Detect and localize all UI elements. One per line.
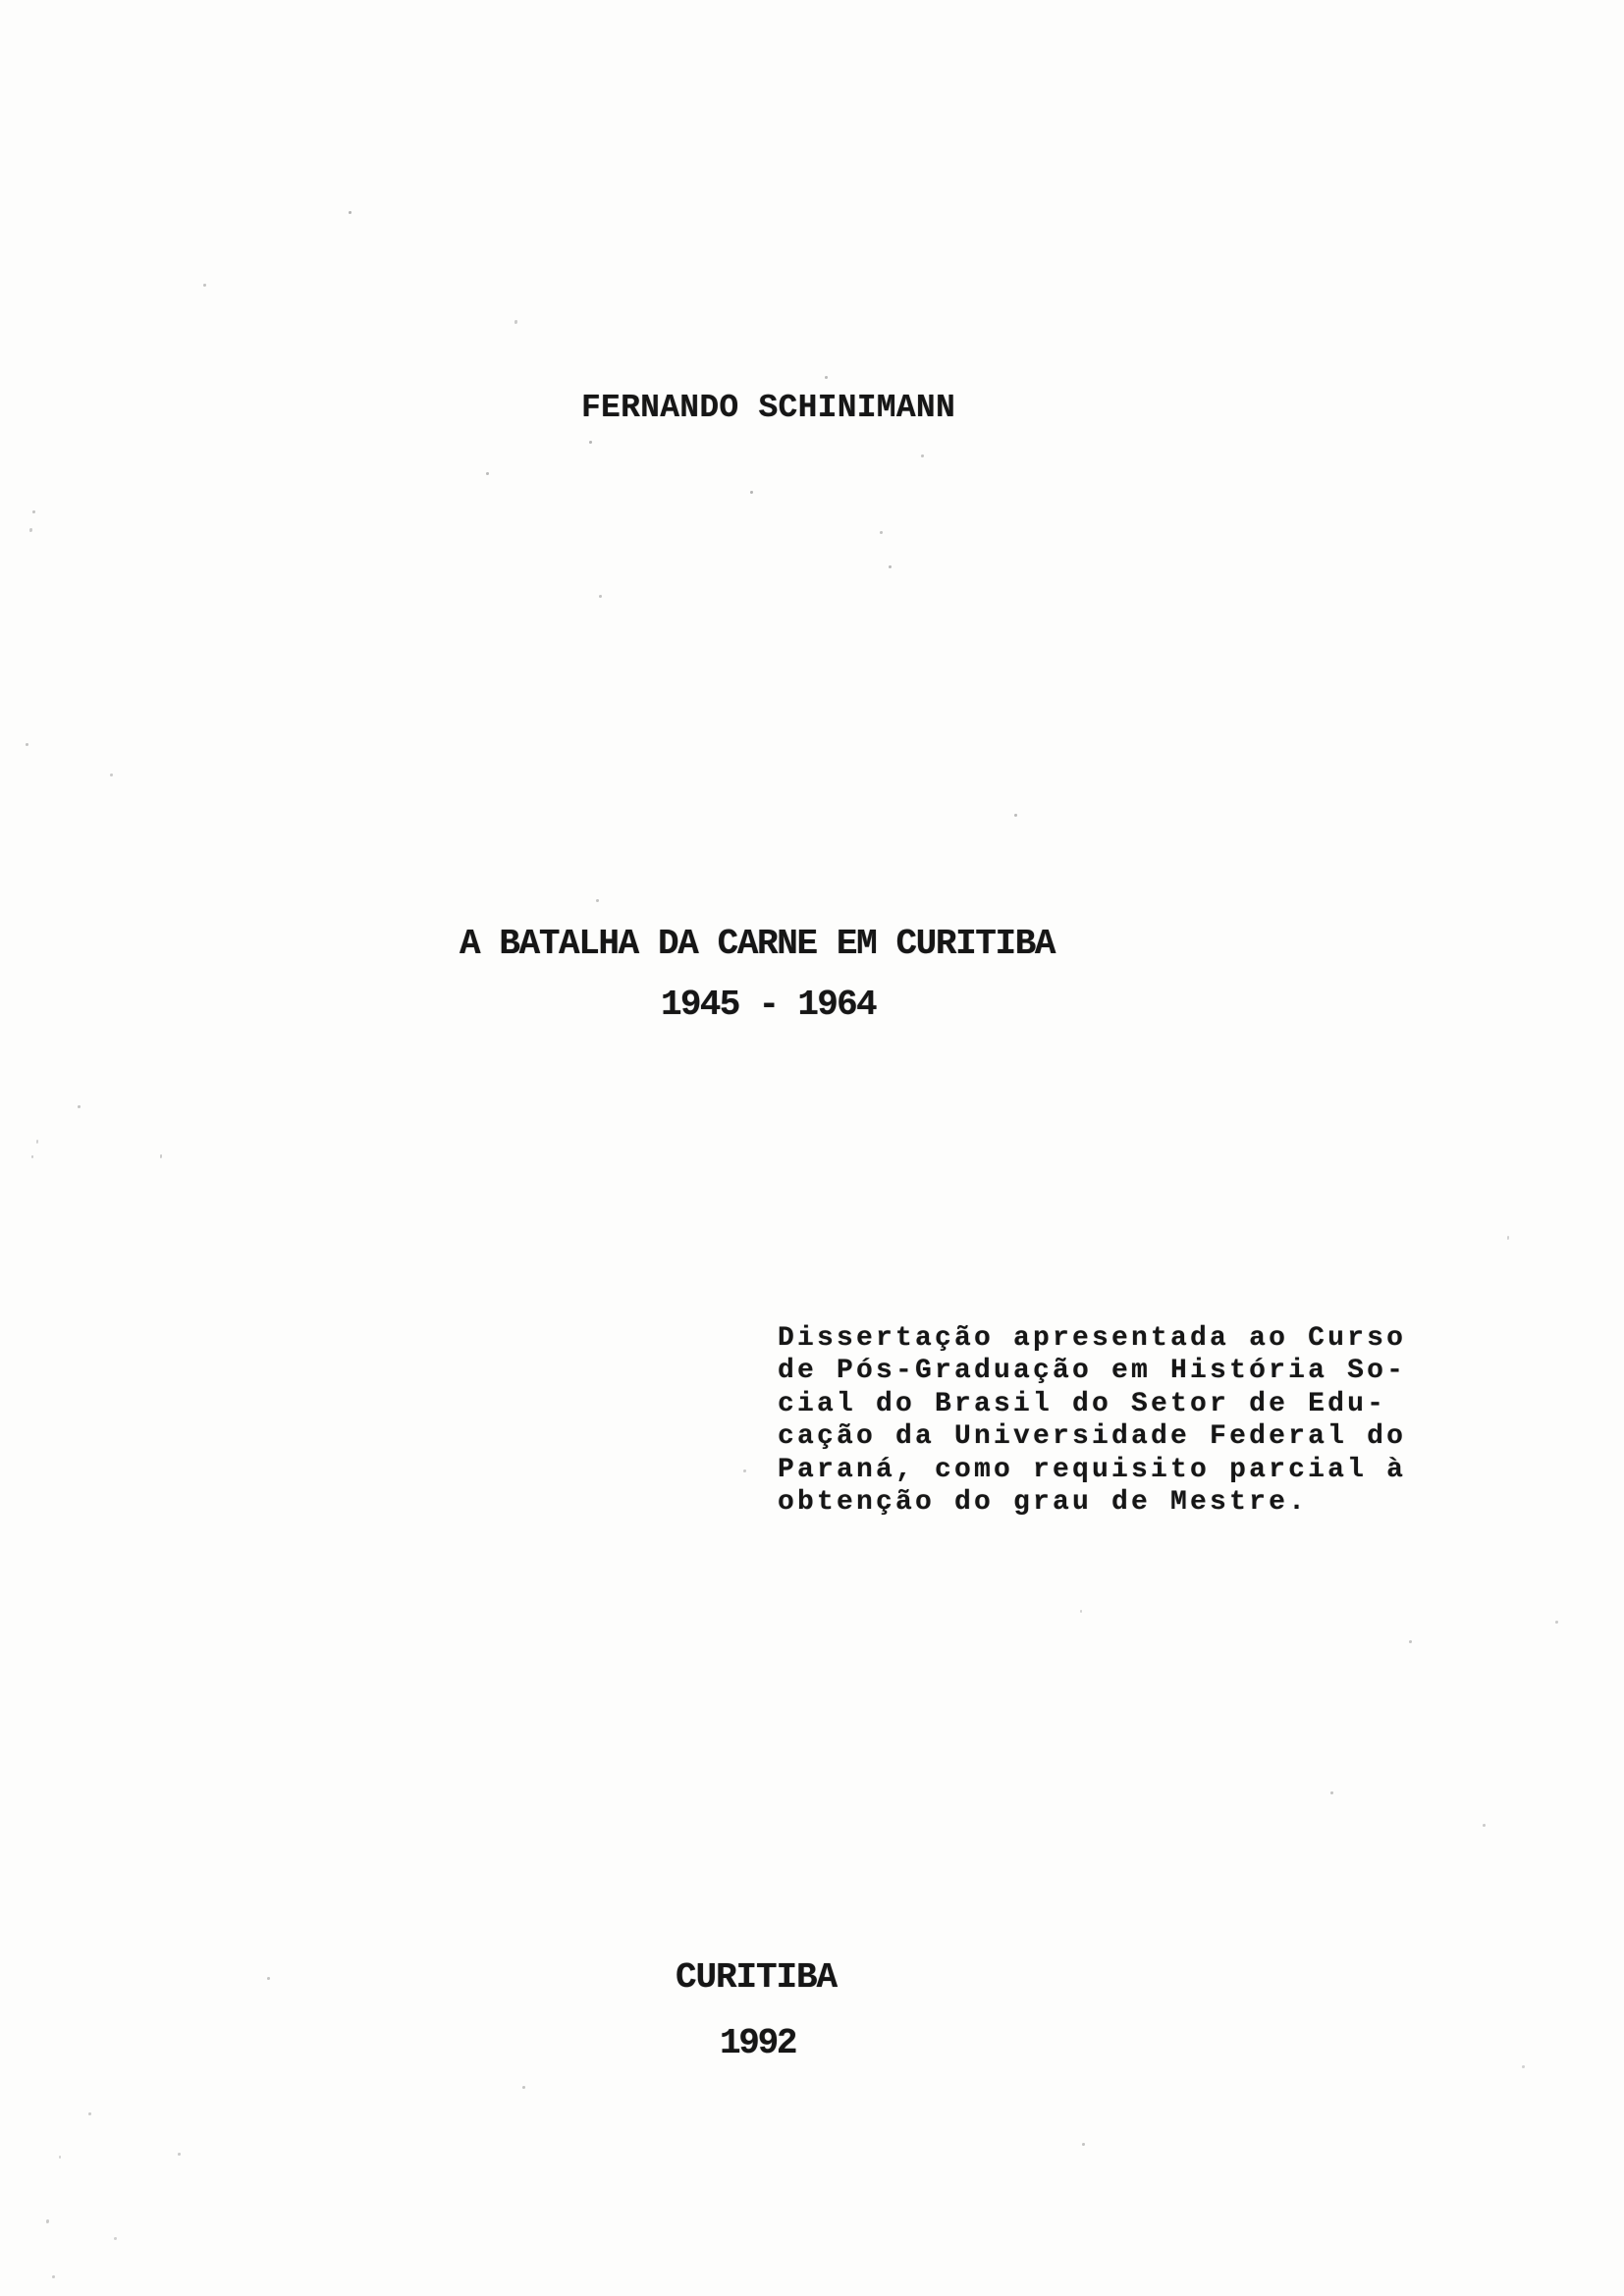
scan-speck [114,2237,117,2240]
scan-speck [349,211,352,214]
scan-speck [88,2112,91,2115]
scan-speck [1483,1824,1486,1827]
note-line: de Pós-Graduação em História So- [778,1356,1407,1387]
scan-speck [26,743,28,746]
scan-speck [1507,1236,1509,1240]
scan-speck [750,491,753,494]
dissertation-note [778,1322,1406,1519]
scan-speck [514,320,517,324]
scan-speck [880,531,883,534]
scan-speck [1409,1640,1412,1643]
scan-speck [59,2156,61,2159]
scan-speck [78,1105,81,1108]
city-name: CURITIBA [676,1957,838,1998]
scan-speck [825,376,828,379]
note-line: obtenção do grau de Mestre. [778,1487,1309,1519]
scan-speck [921,454,924,457]
scan-speck [522,2086,525,2089]
author-name: FERNANDO SCHINIMANN [581,390,956,426]
scan-speck [889,565,892,568]
scan-speck [46,2219,49,2223]
scan-speck [1555,1621,1558,1624]
scan-speck [596,899,599,902]
document-title: A BATALHA DA CARNE EM CURITIBA [460,924,1056,964]
scan-speck [178,2153,181,2156]
scan-speck [110,774,113,776]
scan-speck [267,1977,270,1980]
scan-speck [743,1469,746,1472]
scan-speck [589,441,592,444]
scan-speck [1014,814,1017,817]
note-line: cação da Universidade Federal do [778,1421,1407,1453]
scan-speck [36,1140,38,1144]
note-line: Paraná, como requisito parcial à [778,1454,1407,1485]
scan-speck [31,1155,33,1158]
scan-speck [29,528,32,532]
scan-speck [52,2275,55,2278]
scan-speck [32,510,35,513]
note-line: Dissertação apresentada ao Curso [778,1323,1407,1354]
scan-speck [486,472,489,475]
publication-year: 1992 [720,2023,796,2063]
scan-speck [1522,2065,1525,2068]
scan-speck [599,595,602,598]
scan-speck [160,1154,162,1158]
scan-speck [203,284,206,287]
note-line: cial do Brasil do Setor de Edu- [778,1388,1387,1419]
scan-speck [1080,1610,1082,1613]
scan-speck [1082,2143,1085,2146]
title-period: 1945 - 1964 [661,985,876,1025]
scan-speck [1330,1791,1333,1794]
